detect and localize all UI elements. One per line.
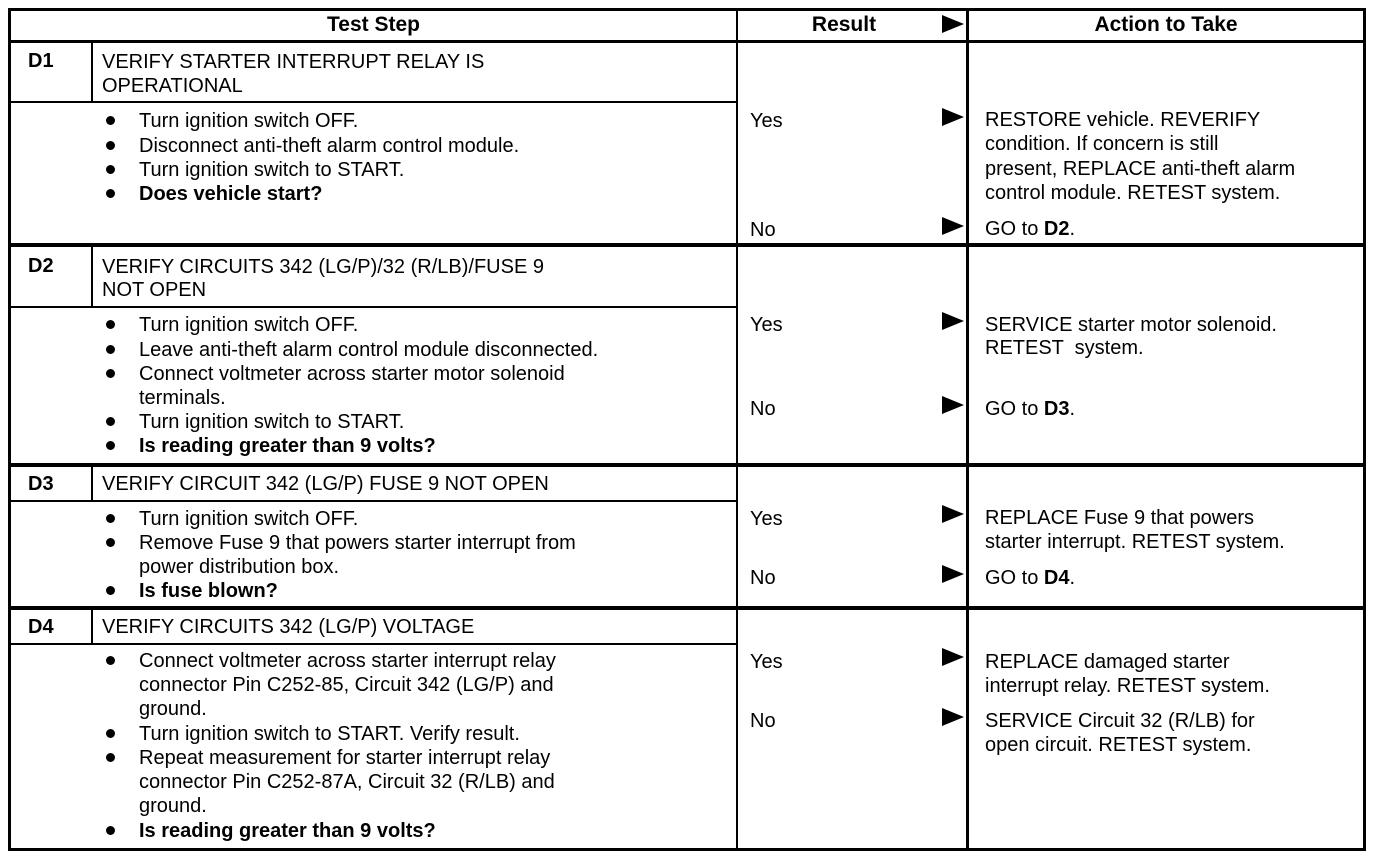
step-id: D4 xyxy=(28,616,54,638)
title-rule-d3 xyxy=(8,500,738,502)
action-goto: GO to D3. xyxy=(985,398,1076,420)
instruction: Turn ignition switch OFF. xyxy=(139,314,359,336)
step-title-line: OPERATIONAL xyxy=(102,75,243,97)
question: Is reading greater than 9 volts? xyxy=(139,820,436,842)
step-title-line: VERIFY STARTER INTERRUPT RELAY IS xyxy=(102,51,485,73)
arrow-right-icon xyxy=(942,217,964,235)
col-sep-result xyxy=(736,8,738,851)
instruction-cont: ground. xyxy=(139,795,207,817)
instruction-cont: ground. xyxy=(139,698,207,720)
id-sep-d1 xyxy=(91,40,93,103)
arrow-right-icon xyxy=(942,396,964,414)
step-title-line: VERIFY CIRCUITS 342 (LG/P)/32 (R/LB)/FUSE 9 xyxy=(102,256,544,278)
bullet-icon xyxy=(106,656,115,665)
result-no: No xyxy=(750,398,776,420)
step-id: D3 xyxy=(28,473,54,495)
action-line: SERVICE Circuit 32 (R/LB) for xyxy=(985,710,1255,732)
row-sep-d3 xyxy=(8,463,1366,467)
row-sep-d4 xyxy=(8,606,1366,610)
col-sep-action xyxy=(966,8,969,851)
step-title-line: NOT OPEN xyxy=(102,279,207,301)
instruction: Turn ignition switch to START. Verify result. xyxy=(139,723,520,745)
instruction: Connect voltmeter across starter motor solenoid xyxy=(139,363,565,385)
bullet-icon xyxy=(106,514,115,523)
action-goto: GO to D4. xyxy=(985,567,1076,589)
action-line: present, REPLACE anti-theft alarm xyxy=(985,158,1296,180)
result-yes: Yes xyxy=(750,110,783,132)
bullet-icon xyxy=(106,826,115,835)
instruction-cont: connector Pin C252-87A, Circuit 32 (R/LB) and xyxy=(139,771,555,793)
arrow-right-icon xyxy=(942,108,964,126)
title-rule-d2 xyxy=(8,306,738,308)
result-yes: Yes xyxy=(750,314,783,336)
result-no: No xyxy=(750,710,776,732)
step-id: D2 xyxy=(28,255,54,277)
action-line: control module. RETEST system. xyxy=(985,182,1281,204)
action-line: interrupt relay. RETEST system. xyxy=(985,675,1270,697)
bullet-icon xyxy=(106,729,115,738)
result-yes: Yes xyxy=(750,651,783,673)
instruction: Leave anti-theft alarm control module disconnected. xyxy=(139,339,599,361)
bullet-icon xyxy=(106,369,115,378)
instruction: Turn ignition switch OFF. xyxy=(139,110,359,132)
goto-step-link[interactable]: D3 xyxy=(1043,398,1070,420)
action-line: SERVICE starter motor solenoid. xyxy=(985,314,1277,336)
instruction-cont: power distribution box. xyxy=(139,556,340,578)
result-yes: Yes xyxy=(750,508,783,530)
header-arrow-icon xyxy=(942,15,964,33)
bullet-icon xyxy=(106,586,115,595)
instruction: Turn ignition switch to START. xyxy=(139,411,405,433)
arrow-right-icon xyxy=(942,312,964,330)
action-goto: GO to D2. xyxy=(985,218,1076,240)
result-no: No xyxy=(750,219,776,241)
frame-top xyxy=(8,8,1366,11)
frame-left xyxy=(8,8,11,851)
action-line: RESTORE vehicle. REVERIFY xyxy=(985,109,1261,131)
header-test-step: Test Step xyxy=(327,13,420,36)
instruction: Remove Fuse 9 that powers starter interrupt from xyxy=(139,532,576,554)
goto-step-link[interactable]: D2 xyxy=(1043,218,1070,240)
title-rule-d1 xyxy=(8,101,738,103)
question: Does vehicle start? xyxy=(139,183,323,205)
instruction: Repeat measurement for starter interrupt relay xyxy=(139,747,551,769)
bullet-icon xyxy=(106,141,115,150)
step-title-line: VERIFY CIRCUITS 342 (LG/P) VOLTAGE xyxy=(102,616,475,638)
arrow-right-icon xyxy=(942,505,964,523)
action-line: open circuit. RETEST system. xyxy=(985,734,1252,756)
question: Is fuse blown? xyxy=(139,580,278,602)
id-sep-d4 xyxy=(91,608,93,645)
bullet-icon xyxy=(106,538,115,547)
bullet-icon xyxy=(106,165,115,174)
instruction: Turn ignition switch to START. xyxy=(139,159,405,181)
id-sep-d2 xyxy=(91,245,93,308)
header-action: Action to Take xyxy=(1094,13,1238,36)
bullet-icon xyxy=(106,441,115,450)
arrow-right-icon xyxy=(942,708,964,726)
bullet-icon xyxy=(106,417,115,426)
step-title-line: VERIFY CIRCUIT 342 (LG/P) FUSE 9 NOT OPEN xyxy=(102,473,549,495)
instruction-cont: connector Pin C252-85, Circuit 342 (LG/P) and xyxy=(139,674,554,696)
frame-bottom xyxy=(8,848,1366,851)
action-line: RETEST system. xyxy=(985,337,1144,359)
step-id: D1 xyxy=(28,50,54,72)
action-line: condition. If concern is still xyxy=(985,133,1219,155)
instruction: Connect voltmeter across starter interrupt relay xyxy=(139,650,556,672)
instruction: Turn ignition switch OFF. xyxy=(139,508,359,530)
instruction-cont: terminals. xyxy=(139,387,226,409)
action-line: REPLACE Fuse 9 that powers xyxy=(985,507,1255,529)
header-result: Result xyxy=(811,13,877,36)
bullet-icon xyxy=(106,753,115,762)
question: Is reading greater than 9 volts? xyxy=(139,435,436,457)
id-sep-d3 xyxy=(91,465,93,502)
header-rule xyxy=(8,40,1366,43)
arrow-right-icon xyxy=(942,565,964,583)
row-sep-d2 xyxy=(8,243,1366,247)
arrow-right-icon xyxy=(942,648,964,666)
instruction: Disconnect anti-theft alarm control module. xyxy=(139,135,520,157)
bullet-icon xyxy=(106,116,115,125)
result-no: No xyxy=(750,567,776,589)
bullet-icon xyxy=(106,189,115,198)
action-line: REPLACE damaged starter xyxy=(985,651,1230,673)
goto-step-link[interactable]: D4 xyxy=(1043,567,1070,589)
title-rule-d4 xyxy=(8,643,738,645)
bullet-icon xyxy=(106,320,115,329)
frame-right xyxy=(1363,8,1366,851)
bullet-icon xyxy=(106,345,115,354)
action-line: starter interrupt. RETEST system. xyxy=(985,531,1285,553)
